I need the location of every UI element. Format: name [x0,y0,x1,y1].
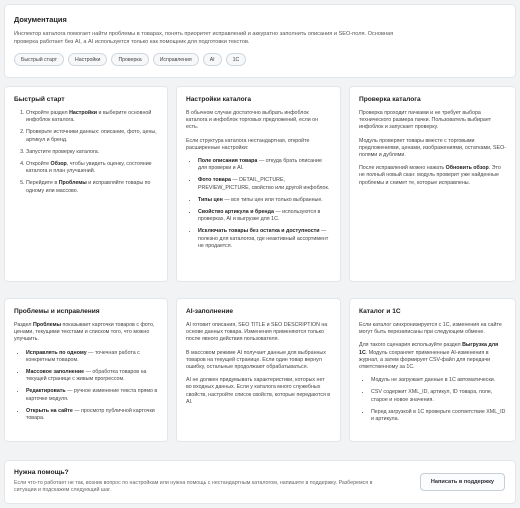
list-item: • Перед загрузкой в 1С проверьте соответствие XML_ID и артикула. [371,409,506,423]
list-item: • Исправлять по одному — точечная работа с конкретным товаром. [26,350,158,364]
intro-text: Инспектор каталога помогает найти проблемы в товарах, понять приоритет исправлений и аккуратно заполнить описания и SEO-поля. Основная проверка работает без AI, а AI используется только как помощник для подготовки текстов. [14,31,394,45]
card-quick-start [4,86,168,282]
paragraph: В массовом режиме AI получает данные для выбранных товаров на текущей странице. Если один товар вернул ошибку, остальные продолжают обрабатываться. [186,349,326,371]
paragraph: Раздел Проблемы показывает карточки товаров с фото, ценами, текущими текстами и списком того, что можно улучшить. [14,322,155,343]
paragraph: Если структура каталога нестандартная, откройте расширенные настройки: [186,137,310,151]
paragraph: Если каталог синхронизируется с 1С, изменения на сайте могут быть перезаписаны при следующем обмене. [359,322,502,336]
list-item: 1. Откройте раздел Настройки и выберите основной инфоблок каталога. [26,110,158,124]
help-title: Нужна помощь? [14,469,69,476]
list-item: • Поле описания товара — откуда брать описание для проверки и AI. [198,158,331,172]
card-title: Быстрый старт [14,96,65,103]
list-item: • Массовое заполнение — обработка товаров на текущей странице с живым прогрессом. [26,369,158,383]
list-item: • Модуль не загружает данные в 1С автоматически. [371,377,506,384]
list-item: • Свойство артикула и бренда — используются в проверках, AI и выгрузке для 1С. [198,209,331,223]
card-catalog-check [349,86,516,282]
card-settings [176,86,341,282]
list-item: • CSV содержит XML_ID, артикул, ID товара, поле, старое и новое значения. [371,389,506,403]
card-ai [176,298,341,442]
onec-list [359,377,506,423]
card-title: Проверка каталога [359,96,421,103]
steps-list [14,110,158,195]
list-item: 2. Проверьте источники данных: описание, фото, цены, артикул и бренд. [26,129,158,143]
list-item: 5. Перейдите в Проблемы и исправляйте товары по одному или массово. [26,180,158,194]
list-item: 4. Откройте Обзор, чтобы увидеть оценку, состояние каталога и план улучшений. [26,161,158,175]
card-title: Настройки каталога [186,96,252,103]
contact-support-button[interactable]: Написать в поддержку [420,473,505,491]
list-item: • Редактировать — ручное изменение текста прямо в карточке модуля. [26,388,158,402]
paragraph: AI готовит описания, SEO TITLE и SEO DESCRIPTION на основе данных товара. Изменения применяются только после явного действия пользователя. [186,322,328,343]
settings-list [186,158,331,250]
help-panel [4,460,516,504]
chip-ai[interactable]: AI [203,53,222,66]
chip-fixes[interactable]: Исправления [153,53,199,66]
chip-settings[interactable]: Настройки [68,53,107,66]
chip-quick-start[interactable]: Быстрый старт [14,53,64,66]
section-nav [14,53,506,66]
card-title: AI-заполнение [186,308,234,315]
chip-check[interactable]: Проверка [111,53,148,66]
paragraph: Проверка проходит пачками и не требует выбора технического размера пачки. Пользователь выбирает инфоблок и запускает проверку. [359,110,492,131]
paragraph: Для такого сценария используйте раздел Выгрузка для 1С. Модуль сохраняет примененные AI-изменения в журнал, а затем формирует CSV-файл для передачи ответственному за 1С. [359,342,499,371]
list-item: • Типы цен — все типы цен или только выбранные. [198,197,331,204]
chip-1c[interactable]: 1С [226,53,247,66]
problems-list [14,350,158,423]
paragraph: Модуль проверяет товары вместе с торговыми предложениями, ценами, изображениями, остатками, SEO-полями и дублями. [359,137,506,159]
list-item: • Открыть на сайте — просмотр публичной карточки товара. [26,408,158,422]
paragraph: AI не должен придумывать характеристики, которых нет во входных данных. Если у каталога много служебных свойств, настройте список свойств, которые передаются в AI. [186,377,331,405]
list-item: • Исключать товары без остатка и доступности — полезно для каталогов, где неактивный ассортимент не продается. [198,228,331,250]
paragraph: После исправлений можно нажать Обновить обзор. Это не полный новый скан: модуль проверит уже найденные проблемы и снимет те, которые исправлены. [359,165,501,186]
list-item: 3. Запустите проверку каталога. [26,149,158,156]
list-item: • Фото товара — DETAIL_PICTURE, PREVIEW_PICTURE, свойство или другой инфоблок. [198,177,331,191]
docs-header [4,4,516,78]
card-problems [4,298,168,442]
paragraph: В обычном случае достаточно выбрать инфоблок каталога и инфоблок торговых предложений, если он есть. [186,110,318,131]
help-text: Если что-то работает не так, возник вопрос по настройкам или нужна помощь с нестандартным каталогом, напишите в поддержку. Разберемся в ситуации и подскажем следующий шаг. [14,480,373,494]
card-title: Проблемы и исправления [14,308,100,315]
page-title: Документация [14,15,67,24]
card-1c [349,298,516,442]
card-title: Каталог и 1С [359,308,401,315]
